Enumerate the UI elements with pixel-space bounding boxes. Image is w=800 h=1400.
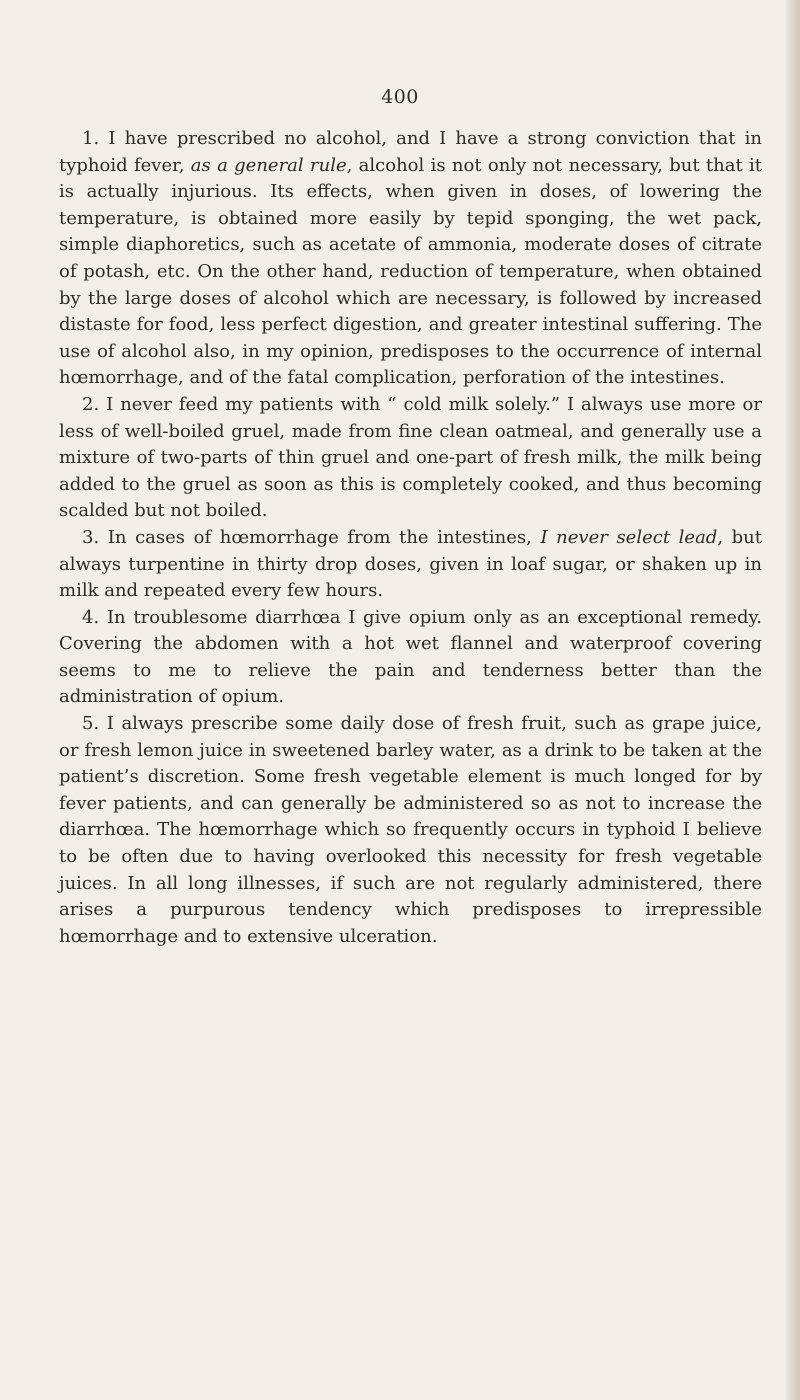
paragraph-text: , alcohol is not only not necessary, but that it is actually injurious. Its effects, when given in doses, of lowering the temperature, is obtained more easily by tepid sponging, the wet pack, simple diaphoretics, such as acetate of ammonia, moderate doses of citrate of potash, etc. On the other hand, reduction of temperature, when obtained by the large doses of alcohol which are necessary, is followed by increased distaste for food, less perfect digestion, and greater intestinal suffering. The use of alcohol also, in my opinion, predisposes to the occurrence of internal hœmorrhage, and of the fatal complication, perforation of the intestines. xyxy=(59,154,763,389)
paragraph-3 xyxy=(59,525,762,605)
paragraph-text: In troublesome diarrhœa I give opium only as an exceptional remedy. Covering the abdomen with a hot wet flannel and waterproof covering seems to me to relieve the pain and tenderness better than the administration of opium. xyxy=(59,606,762,708)
paragraph-2 xyxy=(59,392,762,525)
italic-phrase: I never select lead xyxy=(540,526,718,548)
body-text xyxy=(59,126,762,950)
paragraph-1 xyxy=(59,126,762,392)
italic-phrase: as a general rule xyxy=(190,154,347,176)
paragraph-number: 2. xyxy=(82,393,100,415)
paragraph-number: 3. xyxy=(82,526,100,548)
paragraph-5 xyxy=(59,711,762,950)
paragraph-text: I never feed my patients with “ cold milk solely.” I always use more or less of well-boiled gruel, made from fine clean oatmeal, and generally use a mixture of two-parts of thin gruel and one-part of fresh milk, the milk being added to the gruel as soon as this is completely cooked, and thus becoming scalded but not boiled. xyxy=(59,393,762,522)
paragraph-number: 1. xyxy=(82,128,100,149)
page-number: 400 xyxy=(381,86,419,108)
paragraph-number: 4. xyxy=(82,606,100,628)
paragraph-text: , but always turpentine in thirty drop doses, given in loaf sugar, or shaken up in milk and repeated every few hours. xyxy=(59,526,762,602)
paragraph-text: I have prescribed no alcohol, and I have a strong conviction that in typhoid fever, xyxy=(59,128,762,176)
paragraph-text: In cases of hœmorrhage from the intestines, xyxy=(107,526,541,548)
paragraph-4 xyxy=(59,605,762,711)
paragraph-text: I always prescribe some daily dose of fresh fruit, such as grape juice, or fresh lemon juice in sweetened barley water, as a drink to be taken at the patient’s discretion. Some fresh vegetable element is much longed for by fever patients, and can generally be administered so as not to increase the diarrhœa. The hœmorrhage which so frequently occurs in typhoid I believe to be often due to having overlooked this necessity for fresh vegetable juices. In all long illnesses, if such are not regularly administered, there arises a purpurous tendency which predisposes to irrepressible hœmorrhage and to extensive ulceration. xyxy=(59,713,762,947)
paragraph-number: 5. xyxy=(82,713,100,735)
page-edge-shadow xyxy=(786,0,800,1400)
